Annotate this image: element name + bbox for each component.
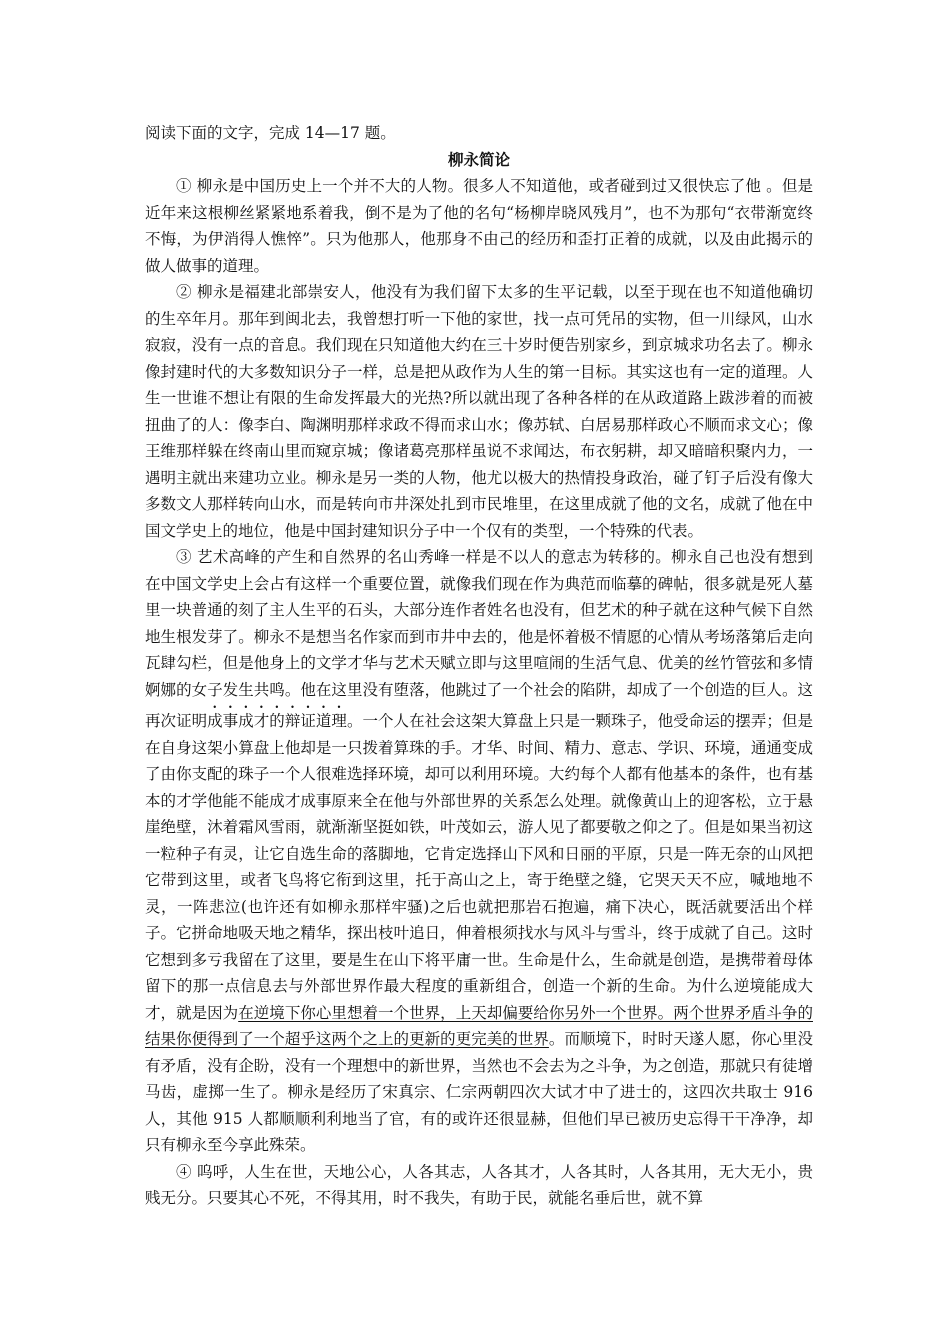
paragraph-3-text-b: 。一个人在社会这架大算盘上只是一颗珠子，他受命运的摆弄；但是在自身这架小算盘上他却是一只拨着算珠的手。才华、时间、精力、意志、学识、环境，通通变成了由你支配的珠子一个人很难选择环境，却可以利用环境。大约每个人都有他基本的条件，也有基本的才学他能不能成才成事原来全在他与外部世界的关系怎么处理。就像黄山上的迎客松，立于悬崖绝壁，沐着霜风雪雨，就渐渐坚挺如铁，叶茂如云，游人见了都要敬之仰之了。但是如果当初这一粒种子有灵，让它自选生命的落脚地，它肯定选择山下风和日丽的平原，只是一阵无奈的山风把它带到这里，或者飞鸟将它衔到这里，托于高山之上，寄于绝壁之缝，它哭天天不应，喊地地不灵，一阵悲泣(也许还有如柳永那样牢骚)之后也就把那岩石抱遍，痛下决心，既活就要活出个样子。它拼命地吸天地之精华，探出枝叶追日，伸着根须找水与风斗与雪斗，终于成就了自己。这时它想到多亏我留在了这里，要是生在山下将平庸一世。生命是什么，生命就是创造，是携带着母体留下的那一点信息去与外部世界作最大程度的重新组合，创造一个新的生命。为什么逆境能成大才，就是因为 <box>145 712 813 1022</box>
paragraph-1: ① 柳永是中国历史上一个并不大的人物。很多人不知道他，或者碰到过又很快忘了他 。但是近年来这根柳丝紧紧地系着我，倒不是为了他的名句“杨柳岸晓风残月”，也不为那句“衣带渐宽终不悔，为伊消得人憔悴”。只为他那人，他那身不由己的经历和歪打正着的成就，以及由此揭示的做人做事的道理。 <box>145 177 813 275</box>
paragraph-2: ② 柳永是福建北部崇安人，他没有为我们留下太多的生平记载，以至于现在也不知道他确切的生卒年月。那年到闽北去，我曾想打听一下他的家世，找一点可凭吊的实物，但一川绿风，山水寂寂，没有一点的音息。我们现在只知道他大约在三十岁时便告别家乡，到京城求功名去了。柳永像封建时代的大多数知识分子一样，总是把从政作为人生的第一目标。其实这也有一定的道理。人生一世谁不想让有限的生命发挥最大的光热?所以就出现了各种各样的在从政道路上跋涉着的而被扭曲了的人：像李白、陶渊明那样求政不得而求山水；像苏轼、白居易那样政心不顺而求文心；像王维那样躲在终南山里而窥京城；像诸葛亮那样虽说不求闻达，布衣躬耕，却又暗暗积聚内力，一遇明主就出来建功立业。柳永是另一类的人物，他尤以极大的热情投身政治，碰了钉子后没有像大多数文人那样转向山水，而是转向市井深处扎到市民堆里，在这里成就了他的文名，成就了他在中国文学史上的地位，他是中国封建知识分子中一个仅有的类型，一个特殊的代表。 <box>145 283 813 540</box>
article-title: 柳永简论 <box>447 150 510 169</box>
paragraph-4: ④ 呜呼，人生在世，天地公心，人各其志，人各其才，人各其时，人各其用，无大无小，贵贱无分。只要其心不死，不得其用，时不我失，有助于民，就能名垂后世，就不算 <box>145 1162 813 1207</box>
paragraph-3-text-c: 。而顺境下，时时天遂人愿，你心里没有矛盾，没有企盼，没有一个理想中的新世界，当然也不会去为之斗争，为之创造，那就只有徒增马齿，虚掷一生了。柳永是经历了宋真宗、仁宗两朝四次大试才中了进士的，这四次共取士 916 人，其他 915 人都顺顺利利地当了官，有的或许还很显赫，但他们早已被历史忘得干干净净，却只有柳永至今享此殊荣。 <box>145 1030 813 1154</box>
paragraph-3-text-a: ③ 艺术高峰的产生和自然界的名山秀峰一样是不以人的意志为转移的。柳永自己也没有想到在中国文学史上会占有这样一个重要位置，就像我们现在作为典范而临摹的碑帖，很多就是死人墓里一块普通的刻了主人生平的石头，大部分连作者姓名也没有，但艺术的种子就在这种气候下自然地生根发芽了。柳永不是想当名作家而到市井中去的，他是怀着极不情愿的心情从考场落第后走向瓦肆勾栏，但是他身上的文学才华与艺术天赋立即与这里喧闹的生活气息、优美的丝竹管弦和多情婀娜的女子发生共鸣。他在这里没有堕落，他跳过了一个社会的陷阱，却成了一个创造的巨人。这再次证明 <box>145 548 813 730</box>
instruction-text: 阅读下面的文字，完成 14—17 题。 <box>145 124 396 142</box>
emphasis-dotted-phrase: 成事成才的辩证道理 <box>207 712 347 730</box>
paragraph-3 <box>145 544 813 1159</box>
document-page <box>145 120 813 1212</box>
underlined-sentence: 在逆境下你心里想着一个世界，上天却偏要给你另外一个世界。两个世界矛盾斗争的结果你便得到了一个超乎这两个之上的更新的更完美的世界 <box>145 1003 813 1048</box>
